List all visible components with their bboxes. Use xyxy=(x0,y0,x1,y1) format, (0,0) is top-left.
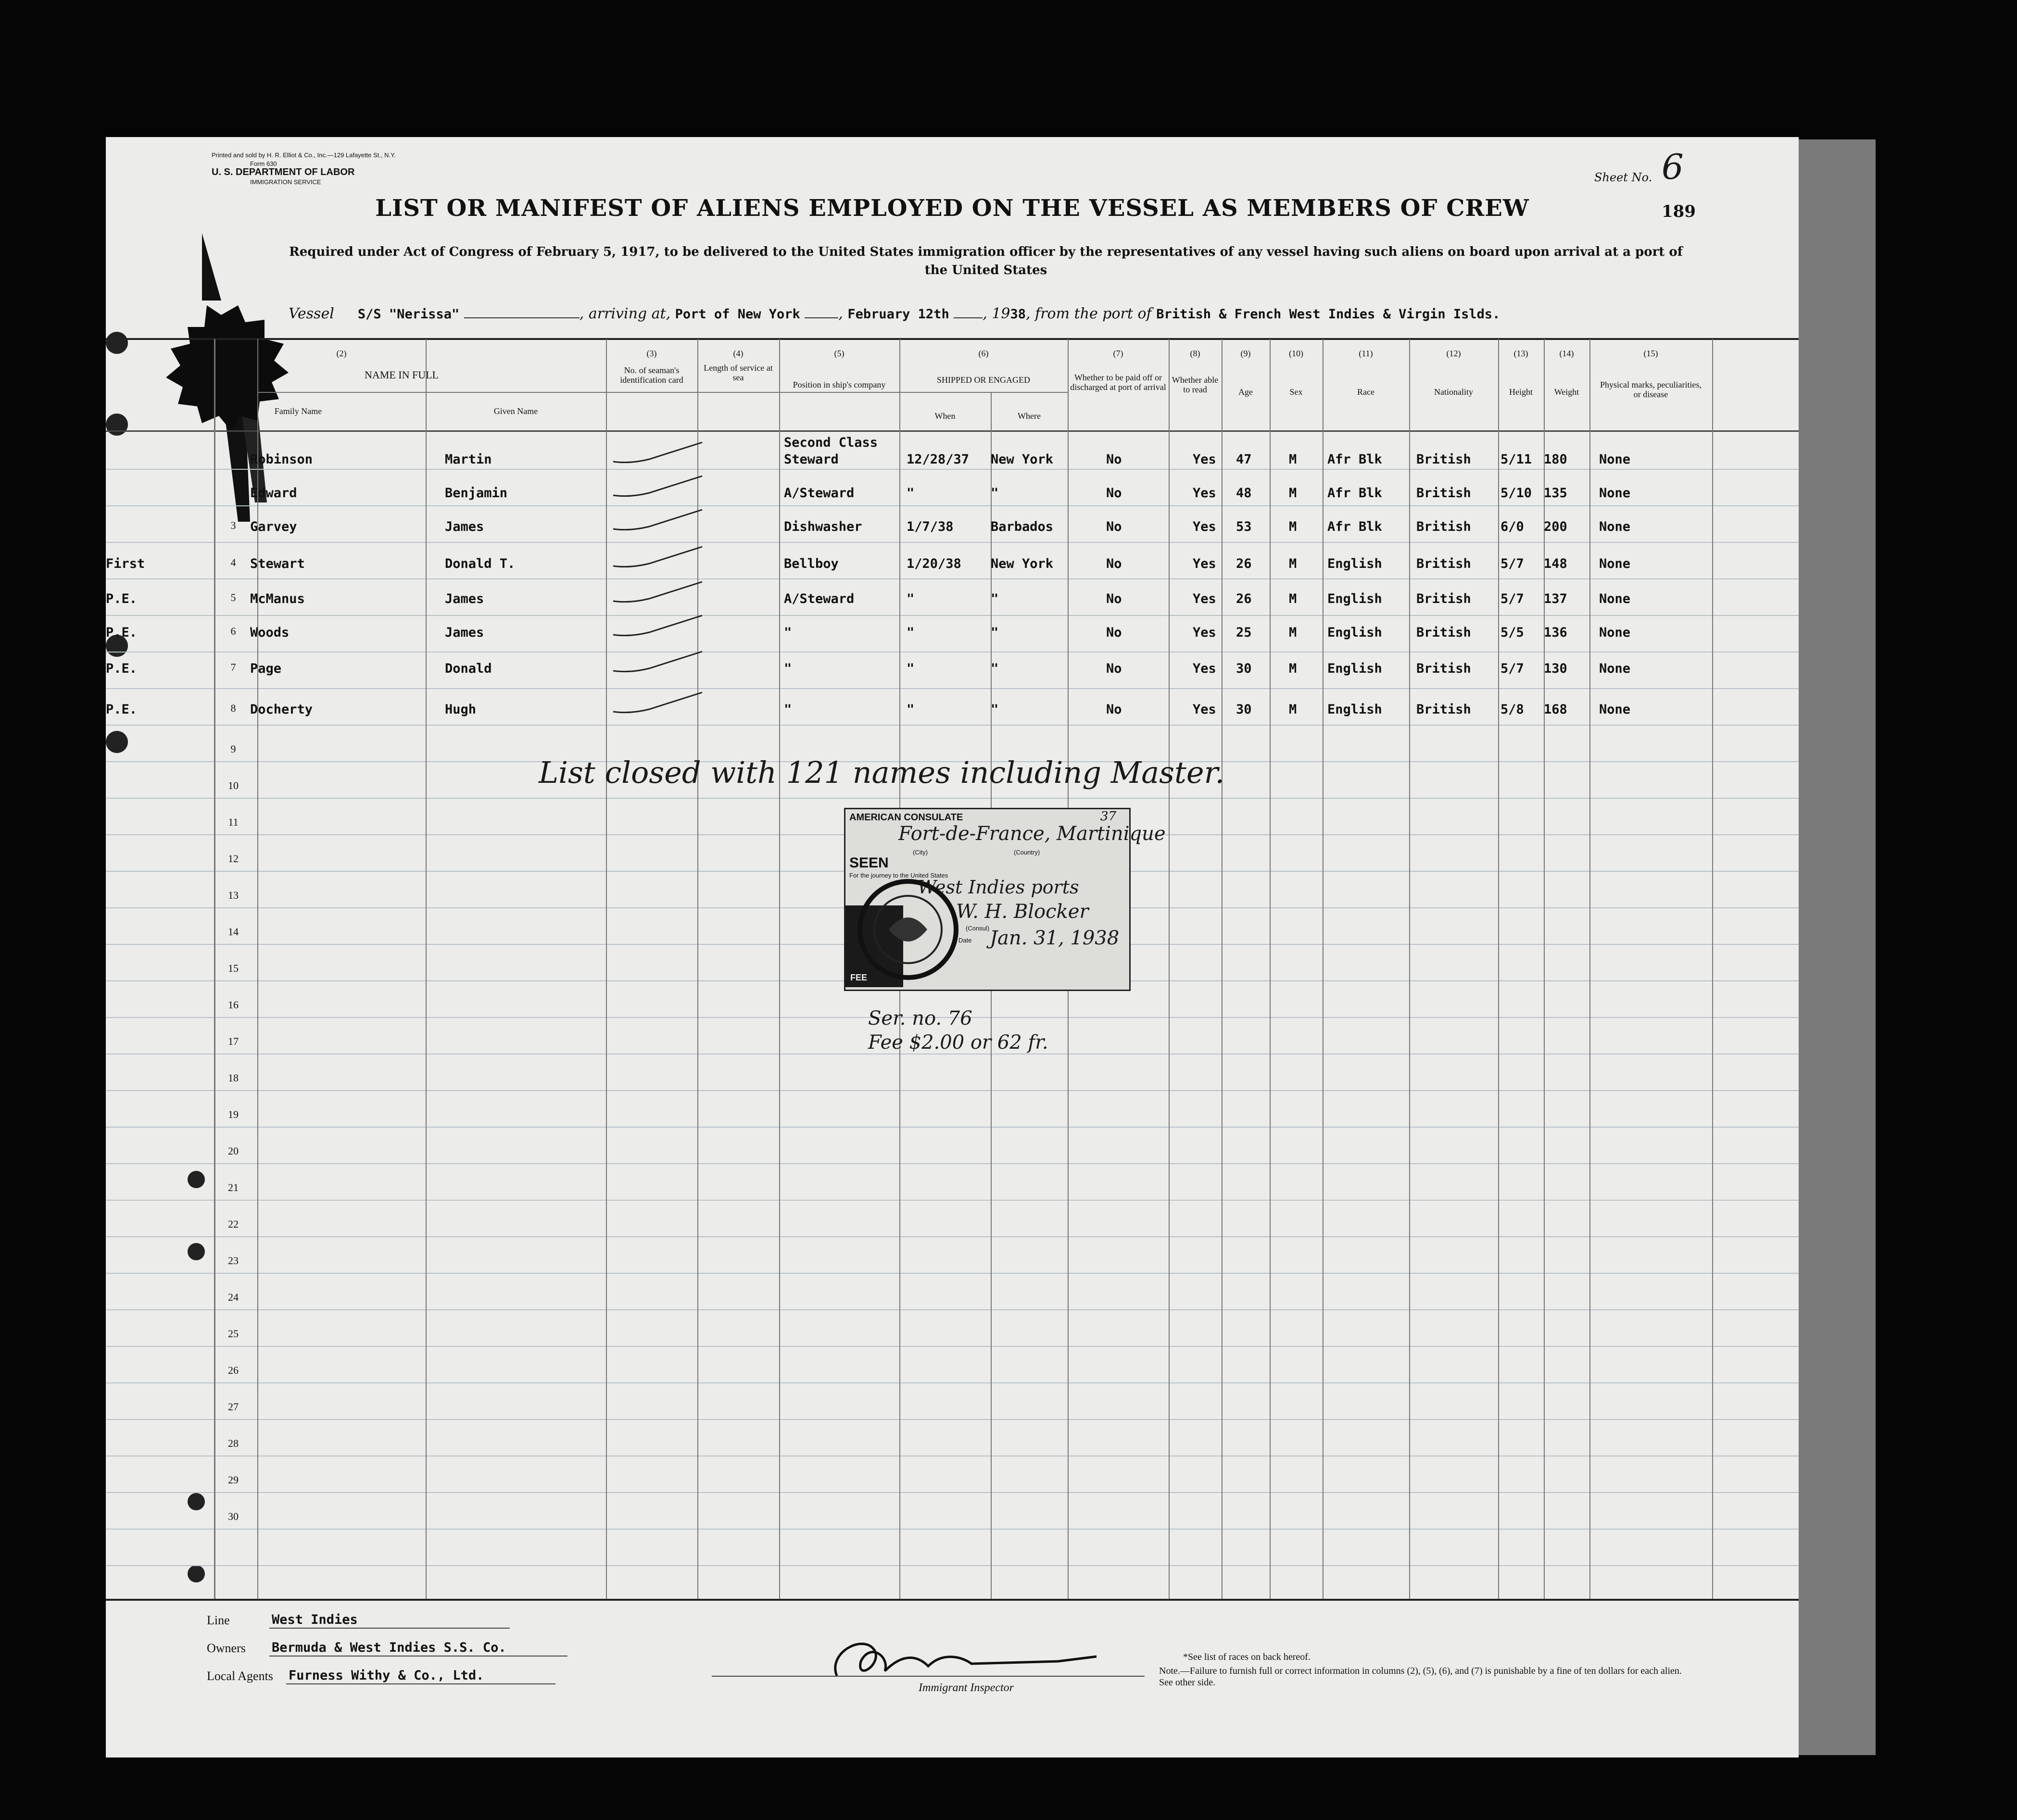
shipped-when: 1/7/38 xyxy=(907,519,954,534)
col-6-number: (6) xyxy=(978,349,989,358)
empty-row-number: 20 xyxy=(228,1145,239,1157)
stamp-journey: For the journey to the United States xyxy=(849,872,948,879)
position: A/Steward xyxy=(784,486,855,501)
punch-hole xyxy=(106,731,128,753)
check-mark-icon xyxy=(611,544,707,573)
shipped-where: " xyxy=(991,486,999,501)
col-age-header: Age xyxy=(1238,387,1253,397)
vessel-label: Vessel xyxy=(289,305,334,322)
race: English xyxy=(1327,702,1382,717)
consular-stamp xyxy=(844,808,1166,991)
nationality: British xyxy=(1416,591,1471,606)
col-given-header: Given Name xyxy=(493,406,538,416)
physical-marks: None xyxy=(1599,702,1631,717)
family-name: Edward xyxy=(250,486,297,501)
race-note: *See list of races on back hereof. xyxy=(1183,1652,1311,1662)
rule xyxy=(991,392,992,1599)
age: 47 xyxy=(1236,452,1252,467)
height: 5/10 xyxy=(1500,486,1532,501)
height: 5/7 xyxy=(1500,661,1524,676)
family-name: Garvey xyxy=(250,519,297,534)
row-number: 3 xyxy=(230,519,236,531)
shipped-when: 1/20/38 xyxy=(907,556,961,571)
age: 53 xyxy=(1236,519,1252,534)
ruled-line xyxy=(106,1273,1799,1274)
owners-value: Bermuda & West Indies S.S. Co. xyxy=(272,1640,506,1655)
rule xyxy=(1169,339,1170,1599)
physical-marks: None xyxy=(1599,661,1631,676)
empty-row-number: 28 xyxy=(228,1437,239,1449)
position: " xyxy=(784,702,792,717)
weight: 168 xyxy=(1544,702,1567,717)
arrival-port: Port of New York xyxy=(675,307,800,322)
col-11-number: (11) xyxy=(1359,349,1373,358)
from-label: from the port of xyxy=(1035,305,1152,322)
ruled-line xyxy=(106,1127,1799,1128)
col-nationality-header: Nationality xyxy=(1434,387,1473,397)
stamp-date-label: Date xyxy=(958,937,972,944)
col-name-header: NAME IN FULL xyxy=(365,369,439,381)
empty-row-number: 10 xyxy=(228,779,239,791)
empty-row-number: 15 xyxy=(228,962,239,974)
stamp-consul: W. H. Blocker xyxy=(956,901,1089,923)
age: 26 xyxy=(1236,556,1252,571)
empty-row-number: 9 xyxy=(230,743,236,755)
ruled-line xyxy=(106,542,1799,543)
manifest-page xyxy=(106,137,1799,1757)
row-number: 5 xyxy=(230,591,236,603)
owners-label: Owners xyxy=(207,1641,246,1655)
stamp-consul-label: (Consul) xyxy=(966,925,990,932)
sex: M xyxy=(1289,661,1297,676)
rule xyxy=(1323,339,1324,1599)
empty-row-number: 30 xyxy=(228,1510,239,1522)
age: 30 xyxy=(1236,702,1252,717)
weight: 130 xyxy=(1544,661,1567,676)
agents-underline xyxy=(286,1683,555,1684)
ruled-line xyxy=(106,1200,1799,1201)
position: Bellboy xyxy=(784,556,839,571)
punch-hole xyxy=(188,1171,205,1188)
line-label: Line xyxy=(207,1613,230,1627)
height: 5/7 xyxy=(1500,591,1524,606)
vessel-line: Vessel S/S "Nerissa" , arriving at, Port of New York , February 12th , 1938, from the port of British & French West Indies & Virgin Islds. xyxy=(289,305,1500,322)
family-name: Docherty xyxy=(250,702,313,717)
ruled-line xyxy=(106,725,1799,726)
race: Afr Blk xyxy=(1327,519,1382,534)
col-service-header: Length of service at sea xyxy=(704,363,773,382)
age: 48 xyxy=(1236,486,1252,501)
agents-value: Furness Withy & Co., Ltd. xyxy=(289,1668,484,1683)
col-read-header: Whether able to read xyxy=(1172,375,1219,394)
race: English xyxy=(1327,625,1382,640)
race: English xyxy=(1327,661,1382,676)
shipped-when: " xyxy=(907,486,915,501)
table-top-rule xyxy=(106,338,1799,340)
departure-port: British & French West Indies & Virgin Islds. xyxy=(1156,307,1500,322)
col-7-number: (7) xyxy=(1113,349,1123,358)
punch-hole xyxy=(106,414,128,436)
height: 5/11 xyxy=(1500,452,1532,467)
able-to-read: Yes xyxy=(1193,702,1216,717)
col-13-number: (13) xyxy=(1513,349,1528,358)
height: 6/0 xyxy=(1500,519,1524,534)
empty-row-number: 26 xyxy=(228,1364,239,1376)
col-sex-header: Sex xyxy=(1289,387,1303,397)
col-2-number: (2) xyxy=(336,349,347,358)
empty-row-number: 21 xyxy=(228,1181,239,1193)
check-mark-icon xyxy=(611,613,707,642)
position-line-2: Steward xyxy=(784,452,839,467)
shipped-where: " xyxy=(991,591,999,606)
able-to-read: Yes xyxy=(1193,486,1216,501)
check-mark-icon xyxy=(611,579,707,608)
binding-strip xyxy=(1799,139,1876,1755)
able-to-read: Yes xyxy=(1193,591,1216,606)
rule xyxy=(426,339,427,1599)
physical-marks: None xyxy=(1599,591,1631,606)
given-name: Hugh xyxy=(445,702,477,717)
shipped-where: " xyxy=(991,661,999,676)
header-bottom-rule xyxy=(106,430,1799,432)
physical-marks: None xyxy=(1599,452,1631,467)
ruled-line xyxy=(106,1090,1799,1091)
stamp-ports: West Indies ports xyxy=(918,877,1079,898)
rule xyxy=(214,339,215,1599)
family-name: Page xyxy=(250,661,282,676)
rule xyxy=(779,339,780,1599)
paid-off: No xyxy=(1106,486,1122,501)
sex: M xyxy=(1289,486,1297,501)
shipped-where: New York xyxy=(991,556,1054,571)
shipped-where: " xyxy=(991,625,999,640)
stamp-date: Jan. 31, 1938 xyxy=(990,927,1120,949)
able-to-read: Yes xyxy=(1193,452,1216,467)
inspector-label: Immigrant Inspector xyxy=(919,1682,1014,1694)
col-8-number: (8) xyxy=(1190,349,1200,358)
shipped-where: New York xyxy=(991,452,1054,467)
col-where-header: Where xyxy=(1018,411,1041,421)
year-suffix: 38 xyxy=(1010,307,1026,322)
col-family-header: Family Name xyxy=(274,406,322,416)
col-shipped-header: SHIPPED OR ENGAGED xyxy=(936,375,1030,385)
seal-with-ribbon xyxy=(106,233,366,541)
row-note: P.E. xyxy=(106,625,138,640)
empty-row-number: 29 xyxy=(228,1474,239,1486)
line-value: West Indies xyxy=(272,1612,358,1627)
form-number: Form 630 xyxy=(250,160,277,167)
document-title: LIST OR MANIFEST OF ALIENS EMPLOYED ON THE VESSEL AS MEMBERS OF CREW xyxy=(375,195,1529,222)
physical-marks: None xyxy=(1599,486,1631,501)
empty-row-number: 25 xyxy=(228,1328,239,1340)
age: 26 xyxy=(1236,591,1252,606)
age: 30 xyxy=(1236,661,1252,676)
nationality: British xyxy=(1416,486,1471,501)
rule xyxy=(1409,339,1410,1599)
punch-hole xyxy=(188,1493,205,1510)
sheet-label: Sheet No. xyxy=(1594,171,1652,184)
physical-marks: None xyxy=(1599,519,1631,534)
agents-label: Local Agents xyxy=(207,1669,273,1683)
nationality: British xyxy=(1416,702,1471,717)
ruled-line xyxy=(106,615,1799,616)
inspector-signature xyxy=(808,1623,1135,1690)
shipped-when: " xyxy=(907,661,915,676)
weight: 200 xyxy=(1544,519,1567,534)
able-to-read: Yes xyxy=(1193,625,1216,640)
given-name: Martin xyxy=(445,452,492,467)
position: " xyxy=(784,661,792,676)
shipped-where: " xyxy=(991,702,999,717)
row-number: 6 xyxy=(230,625,236,637)
col-weight-header: Weight xyxy=(1554,387,1579,397)
ruled-line xyxy=(106,688,1799,689)
empty-row-number: 19 xyxy=(228,1108,239,1120)
row-number: 8 xyxy=(230,702,236,714)
punch-hole xyxy=(106,332,128,354)
line-underline xyxy=(269,1628,510,1629)
ruled-line xyxy=(106,652,1799,653)
shipped-when: " xyxy=(907,702,915,717)
row-number: 7 xyxy=(230,661,236,673)
position: " xyxy=(784,625,792,640)
check-mark-icon xyxy=(611,649,707,678)
shipped-when: " xyxy=(907,625,915,640)
paid-off: No xyxy=(1106,661,1122,676)
position: Dishwasher xyxy=(784,519,862,534)
stamp-country-label: (Country) xyxy=(1014,849,1040,856)
rule xyxy=(1712,339,1713,1599)
ruled-line xyxy=(106,798,1799,799)
empty-row-number: 24 xyxy=(228,1291,239,1303)
sex: M xyxy=(1289,556,1297,571)
document-subtitle: Required under Act of Congress of February 5, 1917, to be delivered to the United States immigration officer by the representatives of any vessel having such aliens on board upon arrival at a port of the United States xyxy=(289,245,1683,277)
col-5-number: (5) xyxy=(834,349,845,358)
col-marks-header: Physical marks, peculiarities, or disease xyxy=(1600,380,1702,399)
arrival-date: February 12th xyxy=(847,307,949,322)
rule xyxy=(1589,339,1590,1599)
sex: M xyxy=(1289,452,1297,467)
check-mark-icon xyxy=(611,474,707,502)
physical-marks: None xyxy=(1599,625,1631,640)
sex: M xyxy=(1289,625,1297,640)
ruled-line xyxy=(106,1419,1799,1420)
rule xyxy=(1498,339,1499,1599)
able-to-read: Yes xyxy=(1193,556,1216,571)
ruled-line xyxy=(106,1309,1799,1310)
stamp-seen: SEEN xyxy=(849,855,889,871)
empty-row-number: 17 xyxy=(228,1035,239,1047)
row-number: 4 xyxy=(230,556,236,568)
col-10-number: (10) xyxy=(1289,349,1303,358)
sheet-number: 6 xyxy=(1662,147,1684,187)
serial-note: Ser. no. 76 xyxy=(868,1007,972,1029)
family-name: Stewart xyxy=(250,556,305,571)
rule xyxy=(1222,339,1223,1599)
paid-off: No xyxy=(1106,556,1122,571)
sex: M xyxy=(1289,519,1297,534)
race: Afr Blk xyxy=(1327,452,1382,467)
weight: 137 xyxy=(1544,591,1567,606)
paid-off: No xyxy=(1106,452,1122,467)
weight: 180 xyxy=(1544,452,1567,467)
shipped-where: Barbados xyxy=(991,519,1054,534)
check-mark-icon xyxy=(611,440,707,469)
weight: 136 xyxy=(1544,625,1567,640)
col-race-header: Race xyxy=(1357,387,1374,397)
ruled-line xyxy=(106,505,1799,506)
footer-rule xyxy=(106,1599,1799,1601)
col-9-number: (9) xyxy=(1240,349,1251,358)
printer-line: Printed and sold by H. R. Elliot & Co., Inc.—129 Lafayette St., N.Y. xyxy=(212,151,396,159)
given-name: James xyxy=(445,591,484,606)
check-mark-icon xyxy=(611,690,707,719)
family-name: McManus xyxy=(250,591,305,606)
height: 5/7 xyxy=(1500,556,1524,571)
empty-row-number: 23 xyxy=(228,1255,239,1267)
empty-row-number: 14 xyxy=(228,926,239,938)
ruled-line xyxy=(106,1492,1799,1493)
col-height-header: Height xyxy=(1509,387,1533,397)
punch-hole xyxy=(188,1565,205,1582)
closing-note: List closed with 121 names including Master. xyxy=(539,755,1225,790)
physical-marks: None xyxy=(1599,556,1631,571)
sex: M xyxy=(1289,702,1297,717)
check-mark-icon xyxy=(611,507,707,536)
empty-row-number: 18 xyxy=(228,1072,239,1084)
paid-off: No xyxy=(1106,519,1122,534)
stamp-place: Fort-de-France, Martinique xyxy=(898,823,1166,845)
page-number: 189 xyxy=(1662,202,1696,221)
ruled-line xyxy=(106,1382,1799,1383)
row-note: P.E. xyxy=(106,591,138,606)
stamp-number: 37 xyxy=(1100,809,1117,824)
col-when-header: When xyxy=(934,411,956,421)
stamp-consulate: AMERICAN CONSULATE xyxy=(849,812,963,823)
family-name: Woods xyxy=(250,625,290,640)
paid-off: No xyxy=(1106,702,1122,717)
given-name: James xyxy=(445,625,484,640)
empty-row-number: 22 xyxy=(228,1218,239,1230)
row-note: P.E. xyxy=(106,702,138,717)
row-note: P.E. xyxy=(106,661,138,676)
owners-underline xyxy=(269,1656,567,1657)
punch-hole xyxy=(188,1243,205,1260)
vessel-name: S/S "Nerissa" xyxy=(357,307,460,322)
fee-stamp-label: FEE xyxy=(850,973,868,982)
ruled-line xyxy=(106,1565,1799,1566)
ruled-line xyxy=(106,1236,1799,1237)
race: English xyxy=(1327,556,1382,571)
col-12-number: (12) xyxy=(1446,349,1461,358)
row-note: First xyxy=(106,556,145,571)
fine-note: Note.—Failure to furnish full or correct information in columns (2), (5), (6), and (7) is punishable by a fine of ten dollars for each alien. See other side. xyxy=(1159,1666,1682,1688)
empty-row-number: 16 xyxy=(228,999,239,1011)
weight: 148 xyxy=(1544,556,1567,571)
race: English xyxy=(1327,591,1382,606)
nationality: British xyxy=(1416,519,1471,534)
given-name: Donald xyxy=(445,661,492,676)
service: IMMIGRATION SERVICE xyxy=(250,178,321,186)
ruled-line xyxy=(106,469,1799,470)
ruled-line xyxy=(106,578,1799,579)
col-position-header: Position in ship's company xyxy=(793,380,886,389)
empty-row-number: 13 xyxy=(228,889,239,901)
empty-row-number: 11 xyxy=(228,816,239,828)
rule xyxy=(1270,339,1271,1599)
col-4-number: (4) xyxy=(733,349,744,358)
empty-row-number: 12 xyxy=(228,853,239,865)
able-to-read: Yes xyxy=(1193,519,1216,534)
family-name: Robinson xyxy=(250,452,313,467)
age: 25 xyxy=(1236,625,1252,640)
shipped-when: " xyxy=(907,591,915,606)
position: Second Class xyxy=(784,435,878,450)
inspector-line xyxy=(712,1676,1145,1677)
nationality: British xyxy=(1416,625,1471,640)
race: Afr Blk xyxy=(1327,486,1382,501)
ruled-line xyxy=(106,1346,1799,1347)
sex: M xyxy=(1289,591,1297,606)
given-name: Donald T. xyxy=(445,556,516,571)
given-name: Benjamin xyxy=(445,486,508,501)
paid-off: No xyxy=(1106,591,1122,606)
rule xyxy=(899,392,1068,393)
ruled-line xyxy=(106,1163,1799,1164)
position: A/Steward xyxy=(784,591,855,606)
col-15-number: (15) xyxy=(1643,349,1658,358)
arriving-label: arriving at, xyxy=(588,305,671,322)
weight: 135 xyxy=(1544,486,1567,501)
col-paid-header: Whether to be paid off or discharged at port of arrival xyxy=(1070,373,1166,392)
stamp-city-label: (City) xyxy=(913,849,928,856)
nationality: British xyxy=(1416,661,1471,676)
fee-note: Fee $2.00 or 62 fr. xyxy=(868,1031,1048,1054)
nationality: British xyxy=(1416,556,1471,571)
able-to-read: Yes xyxy=(1193,661,1216,676)
department: U. S. DEPARTMENT OF LABOR xyxy=(212,167,355,177)
col-id-header: No. of seaman's identification card xyxy=(620,365,683,385)
col-3-number: (3) xyxy=(646,349,657,358)
rule xyxy=(606,339,607,1599)
shipped-when: 12/28/37 xyxy=(907,452,970,467)
empty-row-number: 27 xyxy=(228,1401,239,1413)
ruled-line xyxy=(106,1529,1799,1530)
paid-off: No xyxy=(1106,625,1122,640)
year-prefix: 19 xyxy=(992,305,1010,322)
nationality: British xyxy=(1416,452,1471,467)
given-name: James xyxy=(445,519,484,534)
height: 5/8 xyxy=(1500,702,1524,717)
height: 5/5 xyxy=(1500,625,1524,640)
col-14-number: (14) xyxy=(1559,349,1574,358)
